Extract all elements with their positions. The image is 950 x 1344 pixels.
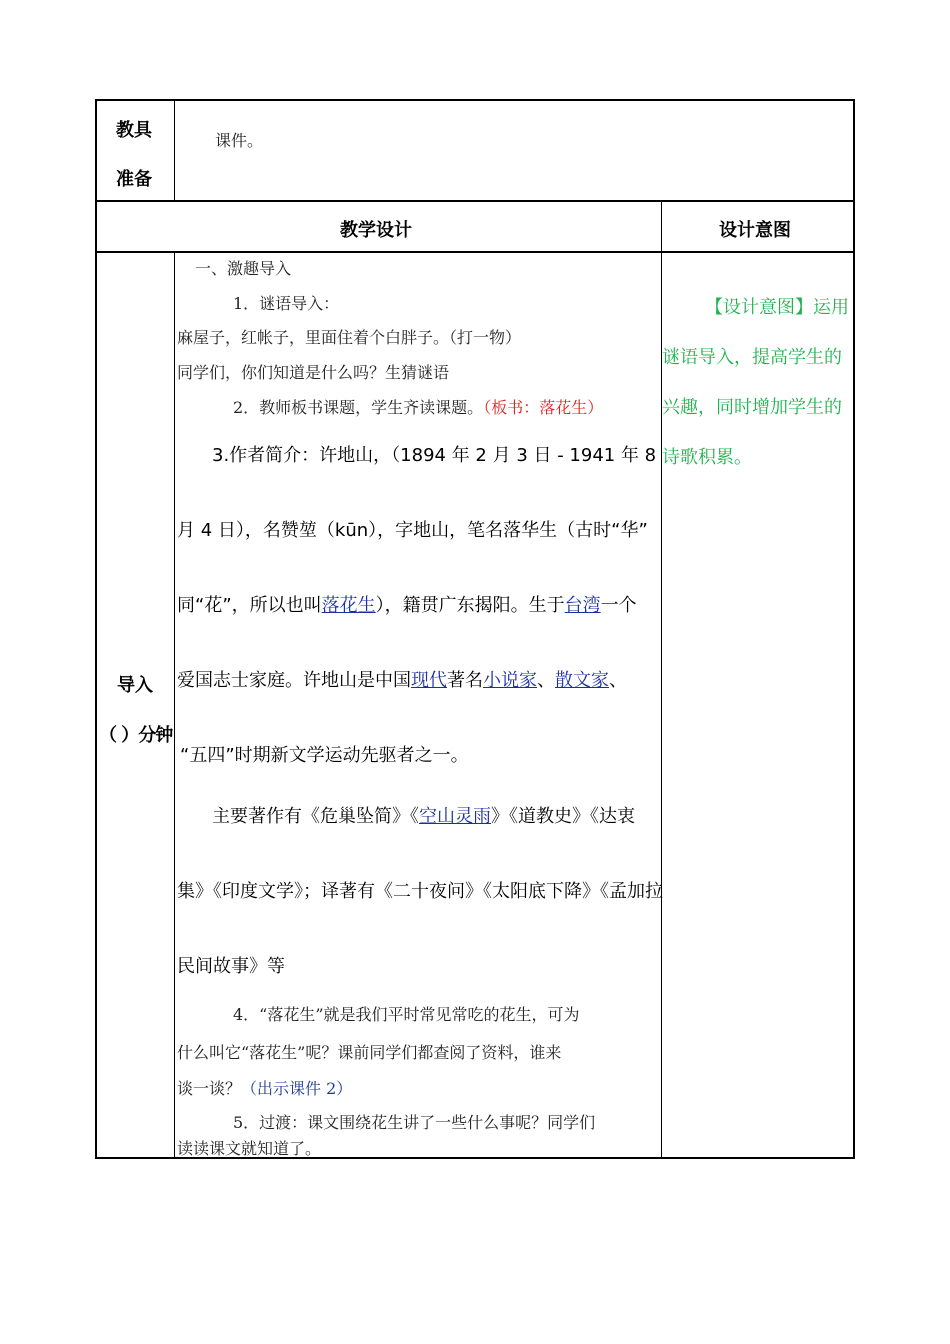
link-novelist[interactable]: 小说家 bbox=[483, 670, 537, 691]
link-modern[interactable]: 现代 bbox=[411, 670, 447, 691]
works-line-1-a: 主要著作有《危巢坠简》《 bbox=[212, 806, 419, 827]
author-line-3-c: 一个 bbox=[600, 595, 637, 616]
author-line-4-b: 著名 bbox=[447, 670, 483, 691]
author-line-5: “五四”时期新文学运动先驱者之一。 bbox=[180, 745, 469, 766]
author-line-3-b: ），籍贯广东揭阳。生于 bbox=[375, 595, 565, 616]
col-divider-label-lower bbox=[174, 252, 175, 1158]
col-heading-intent: 设计意图 bbox=[719, 220, 791, 241]
step4-line-3-a: 谈一谈？ bbox=[177, 1079, 242, 1098]
author-line-2: 月 4 日），名赞堃（kūn），字地山，笔名落华生（古时“华” bbox=[177, 520, 648, 541]
link-taiwan[interactable]: 台湾 bbox=[564, 595, 601, 616]
intent-line-2: 谜语导入，提高学生的 bbox=[662, 347, 842, 368]
equipment-label-line2: 准备 bbox=[116, 169, 152, 190]
riddle-text: 麻屋子，红帐子，里面住着个白胖子。（打一物） bbox=[177, 328, 522, 347]
author-line-4-c: 、 bbox=[537, 670, 555, 691]
equipment-label-line1: 教具 bbox=[116, 120, 152, 141]
riddle-question: 同学们，你们知道是什么吗？生猜谜语 bbox=[177, 363, 450, 382]
section-label-line1: 导入 bbox=[117, 675, 153, 696]
author-line-3-a: 同“花”，所以也叫 bbox=[177, 595, 322, 616]
table-border-top bbox=[95, 99, 855, 101]
works-line-1-b: 》《道教史》《达衷 bbox=[491, 806, 635, 827]
col-divider-label bbox=[174, 99, 175, 201]
board-note: （板书：落花生） bbox=[483, 398, 604, 417]
author-line-1: 3.作者简介：许地山，（1894 年 2 月 3 日 - 1941 年 8 bbox=[212, 445, 657, 466]
author-line-3 bbox=[177, 591, 637, 617]
section-label-line2: （ ）分钟 bbox=[99, 725, 173, 746]
step5-line-1: 5．过渡：课文围绕花生讲了一些什么事呢？同学们 bbox=[233, 1113, 596, 1132]
table-border-left bbox=[95, 99, 97, 1159]
step4-line-3 bbox=[177, 1076, 352, 1099]
riddle-title: 1．谜语导入： bbox=[233, 294, 340, 313]
link-kongshan[interactable]: 空山灵雨 bbox=[419, 806, 491, 827]
author-line-4-a: 爱国志士家庭。许地山是中国 bbox=[177, 670, 411, 691]
row-divider-2 bbox=[95, 251, 855, 253]
board-step bbox=[233, 395, 603, 418]
works-line-2: 集》《印度文学》；译著有《二十夜问》《太阳底下降》《孟加拉 bbox=[177, 881, 663, 902]
intent-line-4: 诗歌积累。 bbox=[662, 447, 752, 468]
step4-line-1: 4．“落花生”就是我们平时常见常吃的花生，可为 bbox=[233, 1005, 580, 1024]
table-border-right bbox=[853, 99, 855, 1159]
row-divider-1 bbox=[95, 200, 855, 202]
equipment-value: 课件。 bbox=[215, 131, 264, 150]
author-line-4-d: 、 bbox=[609, 670, 627, 691]
step5-line-2: 读读课文就知道了。 bbox=[177, 1139, 322, 1158]
intent-line-3: 兴趣，同时增加学生的 bbox=[662, 397, 842, 418]
step4-line-2: 什么叫它“落花生”呢？课前同学们都查阅了资料，谁来 bbox=[177, 1043, 562, 1062]
courseware-note: （出示课件 2） bbox=[241, 1079, 353, 1098]
col-heading-design: 教学设计 bbox=[340, 220, 412, 241]
link-luohuasheng[interactable]: 落花生 bbox=[321, 595, 376, 616]
content-heading: 一、激趣导入 bbox=[195, 259, 292, 278]
link-essayist[interactable]: 散文家 bbox=[555, 670, 609, 691]
works-line-3: 民间故事》等 bbox=[177, 956, 285, 977]
author-line-4 bbox=[177, 666, 627, 692]
intent-line-1: 【设计意图】运用 bbox=[705, 297, 849, 318]
works-line-1 bbox=[212, 802, 635, 828]
board-step-text: 2．教师板书课题，学生齐读课题。 bbox=[233, 398, 484, 417]
